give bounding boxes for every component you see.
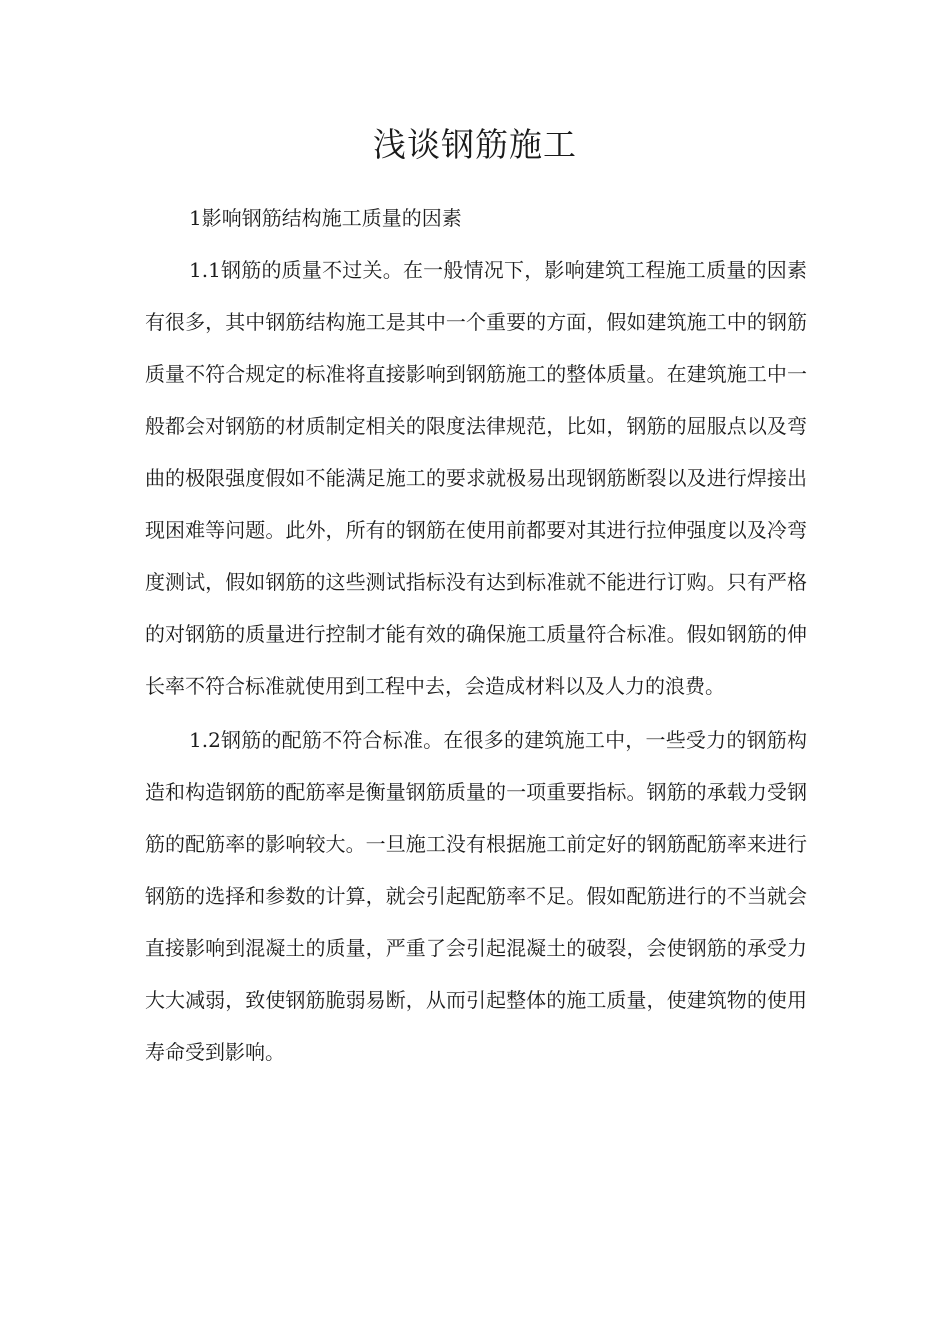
paragraph-1-2: 1.2钢筋的配筋不符合标准。在很多的建筑施工中，一些受力的钢筋构造和构造钢筋的配筋率是衡量钢筋质量的一项重要指标。钢筋的承载力受钢筋的配筋率的影响较大。一旦施工没有根据施工前定好的钢筋配筋率来进行钢筋的选择和参数的计算，就会引起配筋率不足。假如配筋进行的不当就会直接影响到混凝土的质量，严重了会引起混凝土的破裂，会使钢筋的承受力大大减弱，致使钢筋脆弱易断，从而引起整体的施工质量，使建筑物的使用寿命受到影响。 [145, 728, 807, 1064]
document-title: 浅谈钢筋施工 [373, 125, 577, 164]
section-heading: 1影响钢筋结构施工质量的因素 [189, 206, 462, 230]
document-body [145, 192, 807, 1078]
paragraph-1-1: 1.1钢筋的质量不过关。在一般情况下，影响建筑工程施工质量的因素有很多，其中钢筋结构施工是其中一个重要的方面，假如建筑施工中的钢筋质量不符合规定的标准将直接影响到钢筋施工的整体质量。在建筑施工中一般都会对钢筋的材质制定相关的限度法律规范，比如，钢筋的屈服点以及弯曲的极限强度假如不能满足施工的要求就极易出现钢筋断裂以及进行焊接出现困难等问题。此外，所有的钢筋在使用前都要对其进行拉伸强度以及冷弯度测试，假如钢筋的这些测试指标没有达到标准就不能进行订购。只有严格的对钢筋的质量进行控制才能有效的确保施工质量符合标准。假如钢筋的伸长率不符合标准就使用到工程中去，会造成材料以及人力的浪费。 [145, 258, 807, 698]
